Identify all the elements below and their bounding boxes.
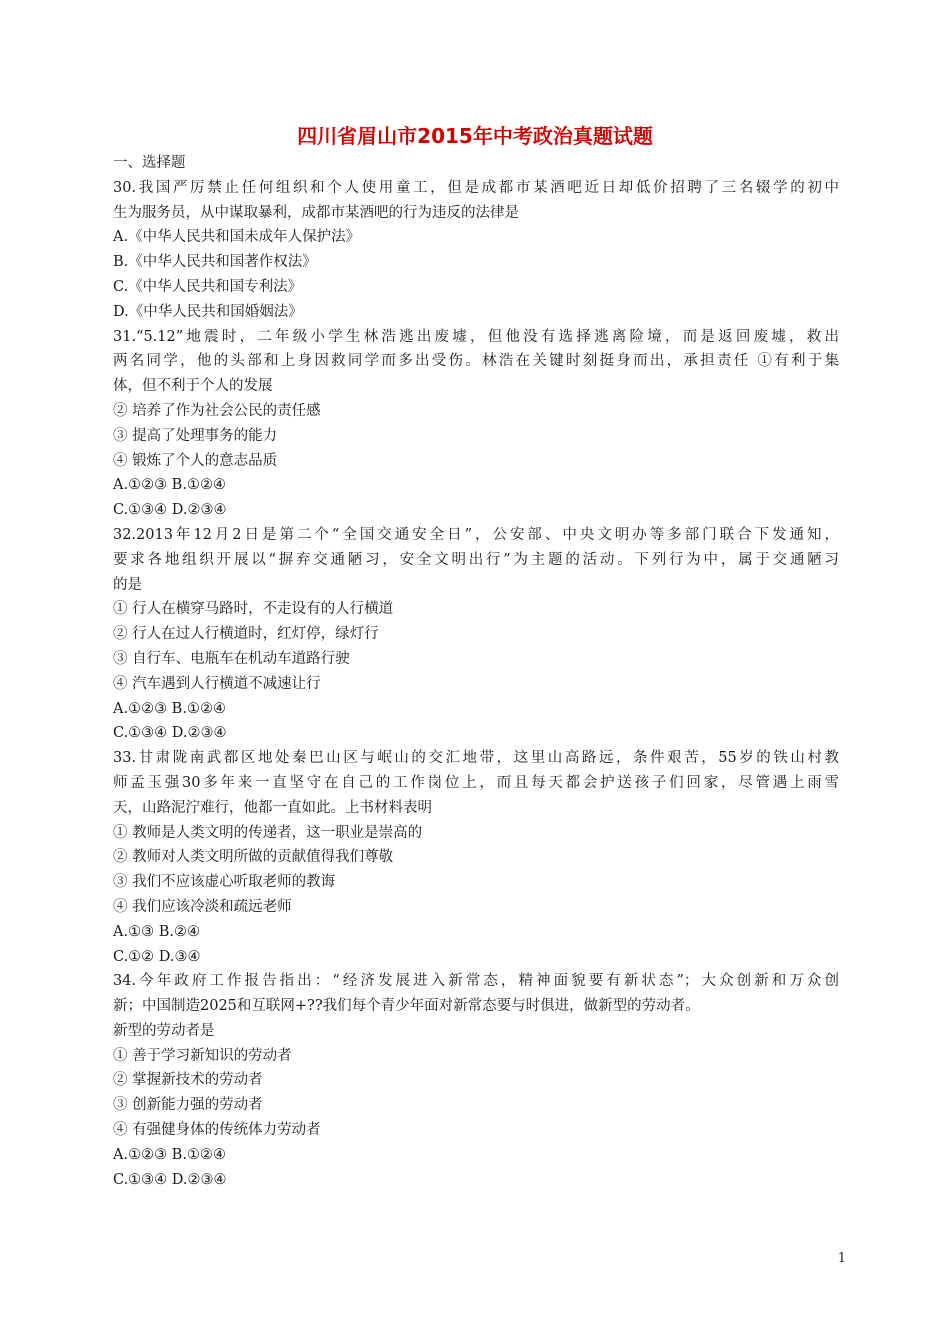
question-stem-line: 师孟玉强30多年来一直坚守在自己的工作岗位上，而且每天都会护送孩子们回家，尽管遇上雨雪: [113, 774, 839, 791]
answer-option: A.①②③ B.①②④: [113, 477, 226, 494]
statement-item: ③ 提高了处理事务的能力: [113, 427, 278, 444]
statement-item: ① 善于学习新知识的劳动者: [113, 1047, 292, 1064]
question-stem-line: 新；中国制造2025和互联网+??我们每个青少年面对新常态要与时俱进，做新型的劳动者。: [113, 998, 700, 1015]
page-number: 1: [837, 1251, 846, 1266]
answer-option: B.《中华人民共和国著作权法》: [113, 254, 317, 271]
question-stem-line: 天，山路泥泞难行，他都一直如此。上书材料表明: [113, 799, 432, 816]
question-32: [113, 523, 839, 746]
answer-option: A.《中华人民共和国未成年人保护法》: [113, 229, 361, 246]
question-stem-line: 新型的劳动者是: [113, 1022, 215, 1039]
statement-item: ② 教师对人类文明所做的贡献值得我们尊敬: [113, 849, 394, 866]
question-stem-line: 32.2013年12月2日是第二个“全国交通安全日”，公安部、中央文明办等多部门联合下发通知，: [113, 526, 839, 543]
answer-option: C.①③④ D.②③④: [113, 1171, 227, 1188]
answer-option: C.①③④ D.②③④: [113, 725, 227, 742]
statement-item: ③ 创新能力强的劳动者: [113, 1097, 263, 1114]
statement-item: ④ 我们应该冷淡和疏远老师: [113, 898, 292, 915]
answer-option: C.《中华人民共和国专利法》: [113, 278, 303, 295]
document-title: 四川省眉山市2015年中考政治真题试题: [297, 124, 653, 148]
statement-item: ① 行人在横穿马路时，不走设有的人行横道: [113, 601, 394, 618]
question-stem-line: 31.“5.12”地震时，二年级小学生林浩逃出废墟，但他没有选择逃离险境，而是返回废墟，救出: [113, 328, 839, 345]
answer-option: C.①③④ D.②③④: [113, 502, 227, 519]
question-stem-line: 两名同学，他的头部和上身因救同学而多出受伤。林浩在关键时刻挺身而出，承担责任 ①有利于集: [113, 353, 839, 370]
statement-item: ④ 锻炼了个人的意志品质: [113, 452, 278, 469]
statement-item: ② 行人在过人行横道时，红灯停，绿灯行: [113, 626, 379, 643]
statement-item: ④ 有强健身体的传统体力劳动者: [113, 1122, 321, 1139]
answer-option: D.《中华人民共和国婚姻法》: [113, 303, 303, 320]
question-34: [113, 969, 839, 1192]
answer-option: A.①③ B.②④: [113, 923, 200, 940]
question-stem-line: 30.我国严厉禁止任何组织和个人使用童工，但是成都市某酒吧近日却低价招聘了三名辍学的初中: [113, 179, 839, 196]
section-heading: 一、选择题: [113, 155, 186, 171]
statement-item: ② 培养了作为社会公民的责任感: [113, 402, 321, 419]
document-body: [113, 151, 839, 1192]
statement-item: ③ 我们不应该虚心听取老师的教诲: [113, 874, 336, 891]
question-stem-line: 的是: [113, 576, 142, 593]
answer-option: A.①②③ B.①②④: [113, 1146, 226, 1163]
question-30: [113, 176, 839, 325]
question-stem-line: 34.今年政府工作报告指出：“经济发展进入新常态，精神面貌要有新状态”；大众创新和万众创: [113, 973, 839, 990]
statement-item: ① 教师是人类文明的传递者，这一职业是崇高的: [113, 824, 423, 841]
statement-item: ③ 自行车、电瓶车在机动车道路行驶: [113, 650, 350, 667]
question-33: [113, 746, 839, 969]
question-stem-line: 33.甘肃陇南武都区地处秦巴山区与岷山的交汇地带，这里山高路远，条件艰苦，55岁的铁山村教: [113, 750, 839, 767]
statement-item: ④ 汽车遇到人行横道不减速让行: [113, 675, 321, 692]
question-stem-line: 体，但不利于个人的发展: [113, 378, 273, 395]
question-31: [113, 325, 839, 523]
question-stem-line: 要求各地组织开展以“摒弃交通陋习，安全文明出行”为主题的活动。下列行为中，属于交通陋习: [113, 551, 839, 568]
question-stem-line: 生为服务员，从中谋取暴利，成都市某酒吧的行为违反的法律是: [113, 204, 519, 221]
statement-item: ② 掌握新技术的劳动者: [113, 1072, 263, 1089]
answer-option: C.①② D.③④: [113, 948, 201, 965]
answer-option: A.①②③ B.①②④: [113, 700, 226, 717]
